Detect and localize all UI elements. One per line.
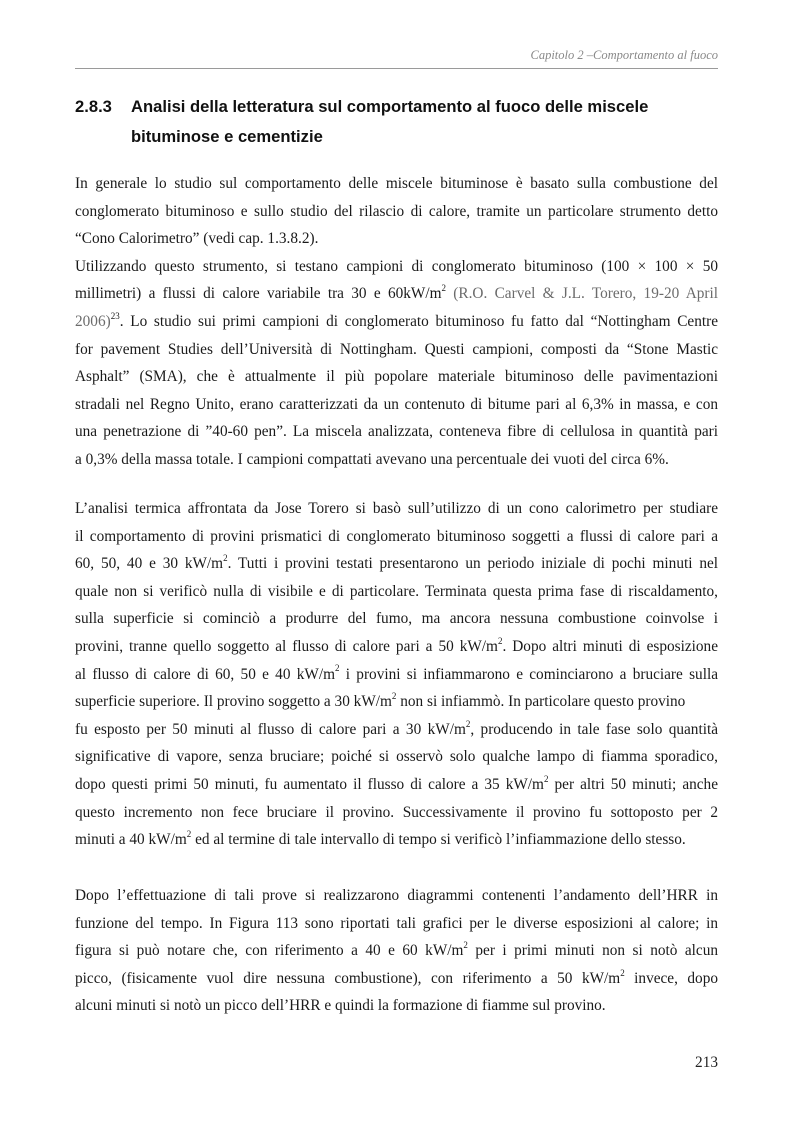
footnote-ref: 23	[110, 310, 120, 321]
superscript: 2	[186, 829, 192, 840]
superscript: 2	[391, 691, 397, 702]
text-line: il comportamento di provini prismatici di conglomerato bituminoso soggetti a flussi di calore pari a	[75, 527, 718, 545]
paragraph-2	[75, 495, 718, 854]
section-heading	[75, 92, 718, 152]
text-run: fu esposto per 50 minuti al flusso di calore pari a 30 kW/m	[75, 720, 466, 738]
text-line: Asphalt” (SMA), che è attualmente il più popolare materiale bituminoso delle pavimentazioni	[75, 368, 718, 386]
superscript: 2	[497, 635, 503, 646]
text-line	[75, 771, 718, 799]
text-line	[75, 688, 718, 716]
text-line: funzione del tempo. In Figura 113 sono riportati tali grafici per le diverse esposizioni al calore; in	[75, 914, 718, 932]
text-run: , producendo in tale fase solo quantità	[470, 720, 718, 738]
citation: 2006)	[75, 312, 111, 330]
text-line: L’analisi termica affrontata da Jose Torero si basò sull’utilizzo di un cono calorimetro per studiare	[75, 500, 718, 517]
text-run: figura si può notare che, con riferimento a 40 e 60 kW/m	[75, 942, 464, 960]
text-line: a 0,3% della massa totale. I campioni compattati avevano una percentuale dei vuoti del circa 6%.	[75, 450, 669, 468]
section-title-line2: bituminose e cementizie	[131, 127, 323, 146]
section-title-line1: Analisi della letteratura sul comportamento al fuoco delle miscele	[131, 97, 649, 116]
text-line: Dopo l’effettuazione di tali prove si realizzarono diagrammi contenenti l’andamento dell’HRR in	[75, 887, 718, 904]
superscript: 2	[441, 283, 446, 294]
paragraph-3	[75, 882, 718, 1020]
superscript: 2	[465, 718, 471, 729]
text-run: per altri 50 minuti; anche	[548, 775, 718, 793]
text-run: . Lo studio sui primi campioni di conglomerato bituminoso fu fatto dal “Nottingham Centre	[119, 312, 718, 330]
section-number: 2.8.3	[75, 97, 112, 116]
superscript: 2	[335, 663, 340, 674]
text-run: picco, (fisicamente vuol dire nessuna combustione), con riferimento a 50 kW/m	[75, 969, 621, 987]
text-run: al flusso di calore di 60, 50 e 40 kW/m	[75, 665, 335, 683]
text-line: Utilizzando questo strumento, si testano campioni di conglomerato bituminoso (100 × 100 × 50	[75, 257, 718, 275]
text-line: for pavement Studies dell’Università di Nottingham. Questi campioni, composti da “Stone Mastic	[75, 340, 718, 358]
text-run: superficie superiore. Il provino soggetto a 30 kW/m	[75, 693, 392, 711]
text-line: quale non si verificò nulla di visibile e di particolare. Terminata questa prima fase di riscaldamento,	[75, 582, 718, 600]
text-run: ed al termine di tale intervallo di tempo si verificò l’infiammazione dello stesso.	[191, 831, 686, 849]
text-line: alcuni minuti si notò un picco dell’HRR e quindi la formazione di fiamme sul provino.	[75, 997, 606, 1015]
superscript: 2	[223, 553, 228, 564]
superscript: 2	[463, 940, 468, 951]
text-line	[75, 633, 718, 661]
text-line	[75, 661, 718, 689]
text-line	[75, 716, 718, 744]
superscript: 2	[543, 773, 549, 784]
text-run: provini, tranne quello soggetto al flusso di calore pari a 50 kW/m	[75, 637, 498, 655]
text-line	[75, 550, 718, 578]
running-header	[75, 46, 718, 69]
text-line	[75, 308, 718, 336]
superscript: 2	[620, 967, 625, 978]
text-line: significative di vapore, senza bruciare; poiché si osservò solo qualche lampo di fiamma sporadico,	[75, 748, 718, 766]
running-title: Capitolo 2 –Comportamento al fuoco	[530, 48, 718, 62]
text-run: per i primi minuti non si notò alcun	[467, 942, 718, 960]
text-run: . Tutti i provini testati presentarono un periodo iniziale di pochi minuti nel	[227, 555, 719, 573]
paragraph-1	[75, 170, 718, 474]
text-line: In generale lo studio sul comportamento delle miscele bituminose è basato sulla combustione del	[75, 175, 718, 192]
text-line	[75, 826, 718, 854]
text-run: millimetri) a flussi di calore variabile tra 30 e 60kW/m	[75, 285, 442, 303]
citation: (R.O. Carvel & J.L. Torero, 19-20 April	[446, 285, 718, 303]
text-line	[75, 280, 718, 308]
page-number: 213	[695, 1054, 718, 1071]
text-line	[75, 965, 718, 993]
text-line: “Cono Calorimetro” (vedi cap. 1.3.8.2).	[75, 230, 319, 248]
text-line: una penetrazione di ”40-60 pen”. La miscela analizzata, conteneva fibre di cellulosa in quantità pari	[75, 423, 718, 441]
text-run: invece, dopo	[624, 969, 719, 987]
text-line	[75, 937, 718, 965]
text-run: non si infiammò. In particolare questo provino	[396, 693, 686, 711]
text-line: conglomerato bituminoso e sullo studio del rilascio di calore, tramite un particolare strumento detto	[75, 202, 718, 220]
text-run: 60, 50, 40 e 30 kW/m	[75, 555, 224, 573]
text-run: dopo questi primi 50 minuti, fu aumentato il flusso di calore a 35 kW/m	[75, 775, 544, 793]
text-run: i provini si infiammarono e cominciarono a bruciare sulla	[339, 665, 718, 683]
text-line: sulla superficie si cominciò a produrre del fumo, ma ancora nessuna combustione coinvolse i	[75, 610, 718, 628]
text-line: stradali nel Regno Unito, erano caratterizzati da un contenuto di bitume pari al 6,3% in massa, e con	[75, 395, 718, 413]
text-run: . Dopo altri minuti di esposizione	[502, 637, 718, 655]
text-line: questo incremento non fece bruciare il provino. Successivamente il provino fu sottoposto per 2	[75, 803, 718, 821]
text-run: minuti a 40 kW/m	[75, 831, 187, 849]
